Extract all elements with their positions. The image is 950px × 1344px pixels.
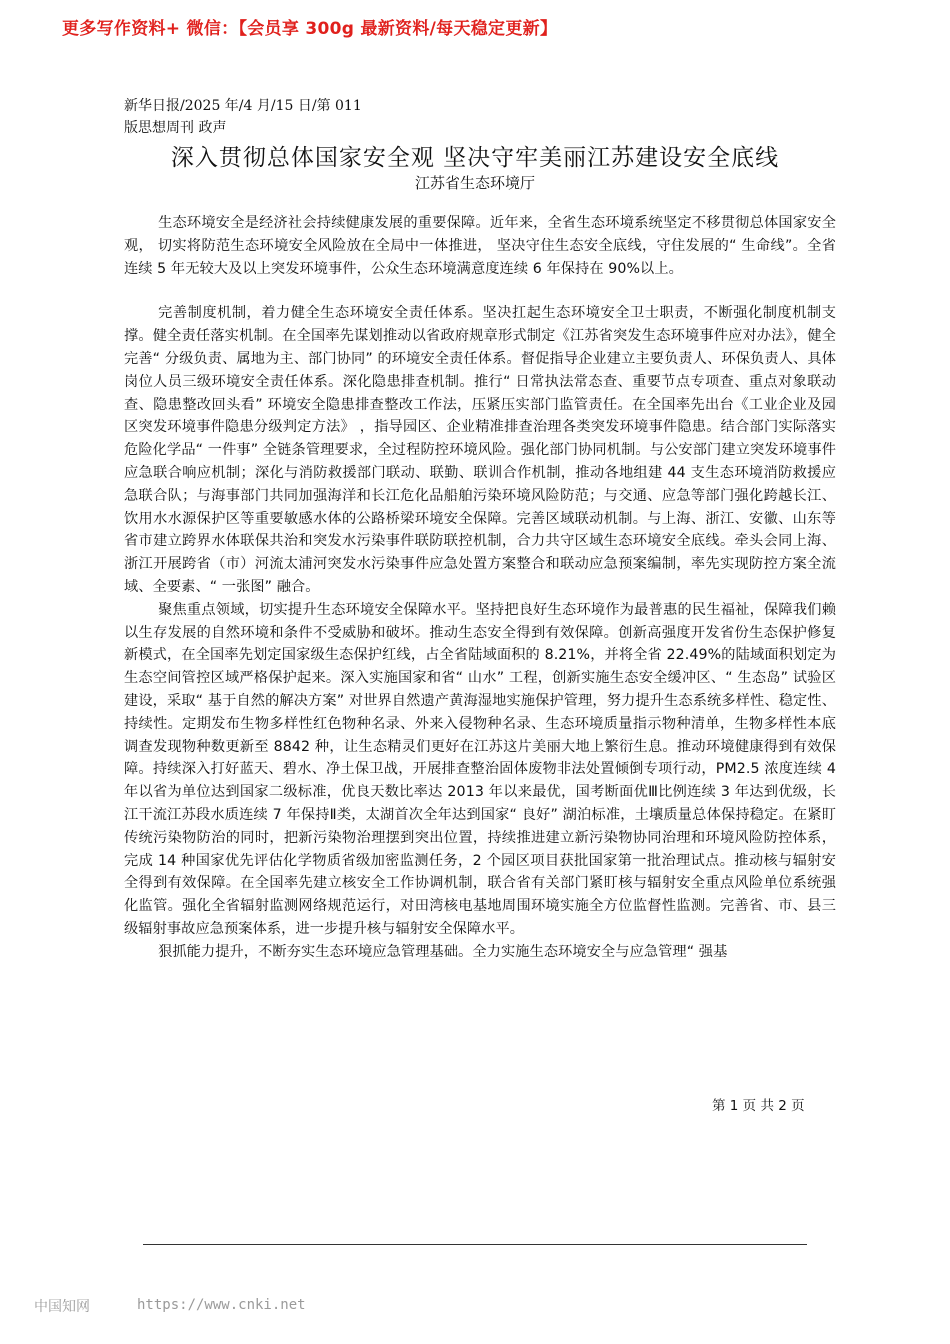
paragraph-intro: 生态环境安全是经济社会持续健康发展的重要保障。近年来，全省生态环境系统坚定不移贯彻总体国家安全观， 切实将防范生态环境安全风险放在全局中一体推进， 坚决守住生态安全底线，守住发展的“ 生命线”。全省连续 5 年无较大及以上突发环境事件，公众生态环境满意度连续 6 年保持在 90%以上。 — [124, 215, 836, 277]
paragraph-key-areas: 聚焦重点领域，切实提升生态环境安全保障水平。坚持把良好生态环境作为最普惠的民生福祉，保障我们赖以生存发展的自然环境和条件不受威胁和破坏。推动生态安全得到有效保障。创新高强度开发省份生态保护修复新模式，在全国率先划定国家级生态保护红线，占全省陆域面积的 8.21%，并将全省 22.49%的陆域面积划定为生态空间管控区域严格保护起来。深入实施国家和省“ 山水” 工程，创新实施生态安全缓冲区、“ 生态岛” 试验区建设，采取“ 基于自然的解决方案” 对世界自然遗产黄海湿地实施保护管理，努力提升生态系统多样性、稳定性、持续性。定期发布生物多样性红色物种名录、外来入侵物种名录、生态环境质量指示物种清单，生物多样性本底调查发现物种数更新至 8842 种，让生态精灵们更好在江苏这片美丽大地上繁衍生息。推动环境健康得到有效保障。持续深入打好蓝天、碧水、净土保卫战，开展排查整治固体废物非法处置倾倒专项行动，PM2.5 浓度连续 4 年以省为单位达到国家二级标准，优良天数比率达 2013 年以来最优，国考断面优Ⅲ比例连续 3 年达到优级，长江干流江苏段水质连续 7 年保持Ⅱ类，太湖首次全年达到国家“ 良好” 湖泊标准，土壤质量总体保持稳定。在紧盯传统污染物防治的同时，把新污染物治理摆到突出位置，持续推进建立新污染物协同治理和环境风险防控体系，完成 14 种国家优先评估化学物质省级加密监测任务，2 个园区项目获批国家第一批治理试点。推动核与辐射安全得到有效保障。在全国率先建立核安全工作协调机制，联合省有关部门紧盯核与辐射安全重点风险单位系统强化监管。强化全省辐射监测网络规范运行，对田湾核电基地周围环境实施全方位监督性监测。完善省、市、县三级辐射事故应急预案体系，进一步提升核与辐射安全保障水平。 — [124, 601, 836, 937]
paragraph-institutions: 完善制度机制，着力健全生态环境安全责任体系。坚决扛起生态环境安全卫士职责，不断强化制度机制支撑。健全责任落实机制。在全国率先谋划推动以省政府规章形式制定《江苏省突发生态环境事件应对办法》，健全完善“ 分级负责、属地为主、部门协同” 的环境安全责任体系。督促指导企业建立主要负责人、环保负责人、具体岗位人员三级环境安全责任体系。深化隐患排查机制。推行“ 日常执法常态查、重要节点专项查、重点对象联动查、隐患整改回头看” 环境安全隐患排查整改工作法，压紧压实部门监管责任。在全国率先出台《工业企业及园区突发环境事件隐患分级判定方法》 ，指导园区、企业精准排查治理各类突发环境事件隐患。结合部门实际落实危险化学品“ 一件事” 全链条管理要求，全过程防控环境风险。强化部门协同机制。与公安部门建立突发环境事件应急联合响应机制；深化与消防救援部门联动、联勤、联训合作机制，推动各地组建 44 支生态环境消防救援应急联合队；与海事部门共同加强海洋和长江危化品船舶污染环境风险防范；与交通、应急等部门强化跨越长江、饮用水水源保护区等重要敏感水体的公路桥梁环境安全保障。完善区域联动机制。与上海、浙江、安徽、山东等省市建立跨界水体联保共治和突发水污染事件联防联控机制，合力共守区域生态环境安全底线。牵头会同上海、浙江开展跨省（市）河流太浦河突发水污染事件应急处置方案整合和联动应急预案编制，率先实现防控方案全流域、全要素、“ 一张图” 融合。 — [124, 305, 836, 595]
cnki-url-link[interactable]: https://www.cnki.net — [137, 1297, 306, 1313]
source-line: 新华日报/2025 年/4 月/15 日/第 011 — [124, 98, 362, 114]
page-number: 第 1 页 共 2 页 — [712, 1098, 805, 1114]
section-line: 版思想周刊 政声 — [124, 120, 227, 136]
article-author: 江苏省生态环境厅 — [414, 174, 535, 192]
paragraph-capacity: 狠抓能力提升，不断夯实生态环境应急管理基础。全力实施生态环境安全与应急管理“ 强基 — [158, 943, 728, 960]
promo-banner: 更多写作资料+ 微信：【会员享 300g 最新资料/每天稳定更新】 — [62, 19, 558, 39]
article-title: 深入贯彻总体国家安全观 坚决守牢美丽江苏建设安全底线 — [170, 145, 780, 171]
article-body — [124, 212, 836, 964]
cnki-logo: 中国知网 — [34, 1299, 90, 1315]
footer-divider — [143, 1244, 807, 1245]
